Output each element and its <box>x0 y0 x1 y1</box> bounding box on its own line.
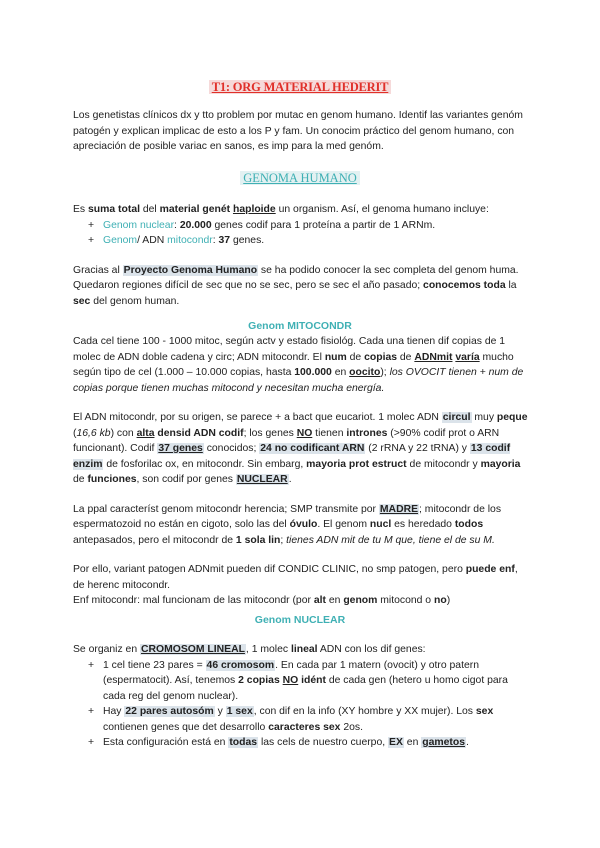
nuclear-block <box>73 642 529 751</box>
list-item: + Esta configuración está en todas las cels de nuestro cuerpo, EX en gametos. <box>73 735 529 751</box>
mito-paragraph-2: El ADN mitocondr, por su origen, se parece + a bact que eucariot. 1 molec ADN circul muy peque (16,6 kb) con alta densid ADN codif; los genes NO tienen intrones (>90% codif prot o ARN funcionant). Codif 37 genes conocidos; 24 no codificant ARN (2 rRNA y 22 tRNA) y 13 codif enzim de fosforilac ox, en mitocondr. Sin embarg, mayoria prot estruct de mitocondr y mayoria de funciones, son codif por genes NUCLEAR. <box>73 412 528 485</box>
mito-paragraph-3: La ppal característ genom mitocondr herencia; SMP transmite por MADRE; mitocondr de los espermatozoid no están en cigoto, solo las del óvulo. El genom nucl es heredado todos antepasados, pero el mitocondr de 1 sola lin; tienes ADN mit de tu M que, tiene el de su M. <box>73 503 502 546</box>
mito-paragraph-4: Por ello, variant patogen ADNmit pueden dif CONDIC CLINIC, no smp patogen, pero puede enf, de herenc mitocondr. <box>73 564 518 591</box>
genoma-paragraph-1: Es suma total del material genét haploide un organism. Así, el genoma humano incluye: <box>73 204 489 215</box>
intro-paragraph: Los genetistas clínicos dx y tto problem por mutac en genom humano. Identif las variantes genóm patogén y explican implicac de esto a los P y fam. Un conocim práctico del genom humano, con apreciación de posible variac en sanos, es imp para la med genóm. <box>73 110 523 152</box>
section-heading-mito: Genom MITOCONDR <box>248 320 352 332</box>
list-item: + Genom nuclear: 20.000 genes codif para 1 proteína a partir de 1 ARNm. <box>73 218 529 234</box>
mito-block <box>73 334 529 609</box>
list-item: + Hay 22 pares autosóm y 1 sex, con dif en la info (XY hombre y XX mujer). Los sex contienen genes que det desarrollo caracteres sex 2os. <box>73 704 529 735</box>
genoma-paragraph-2: Gracias al Proyecto Genoma Humano se ha podido conocer la sec completa del genom huma. Quedaron regiones difícil de sec que no se sec, pero se sec el año pasado; conocemos toda la sec del genom human. <box>73 264 519 307</box>
mito-paragraph-5: Enf mitocondr: mal funcionam de las mitocondr (por alt en genom mitocond o no) <box>73 595 451 606</box>
section-heading-genoma: GENOMA HUMANO <box>0 171 600 186</box>
document-title: T1: ORG MATERIAL HEDERIT <box>0 80 600 95</box>
genoma-list <box>73 218 529 249</box>
nuclear-paragraph-1: Se organiz en CROMOSOM LINEAL, 1 molec lineal ADN con los dif genes: <box>73 644 426 655</box>
genoma-block <box>73 202 529 309</box>
mito-paragraph-1: Cada cel tiene 100 - 1000 mitoc, según actv y estado fisiológ. Cada una tienen dif copias de 1 molec de ADN doble cadena y circ; ADN mitocondr. El num de copias de ADNmit varía mucho según tipo de cel (1.000 – 10.000 copias, hasta 100.000 en oocito); los OVOCIT tienen + num de copias porque tienen muchas mitocond y necesitan mucha energía. <box>73 336 524 394</box>
list-item: + 1 cel tiene 23 pares = 46 cromosom. En cada par 1 matern (ovocit) y otro patern (espermatocit). Así, tenemos 2 copias NO idént de cada gen (hetero u homo cigot para cada reg del genom nuclear). <box>73 658 529 705</box>
nuclear-list <box>73 658 529 751</box>
list-item: + Genom/ ADN mitocondr: 37 genes. <box>73 233 529 249</box>
section-heading-nuclear: Genom NUCLEAR <box>254 614 346 626</box>
